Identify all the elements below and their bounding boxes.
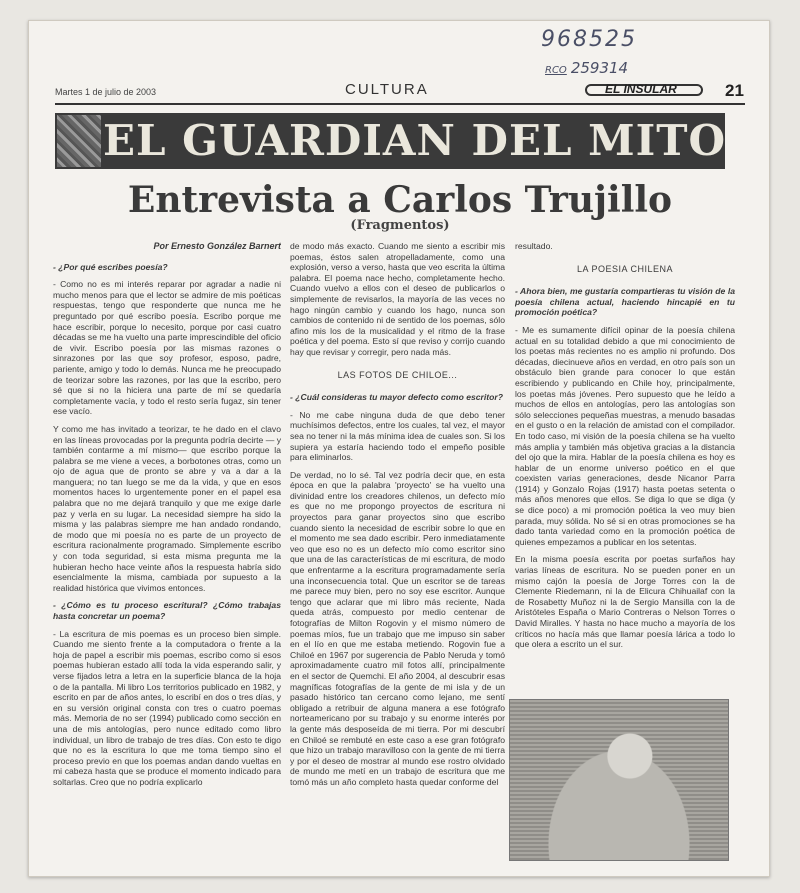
page-number: 21 [725, 81, 744, 100]
section-name: CULTURA [345, 81, 429, 98]
answer-2: - La escritura de mis poemas es un proceso bien simple. Cuando me siento frente a la computadora o frente a la hoja de papel a escribir mis poemas, escribo como si esos poemas hubieran estado allí toda la vida esperando salir, y verse fijados letra a letra en la superficie blanca de la hoja o de la pantalla. Mi libro Los territorios publicado en 1982, y escrito en par de años antes, lo escribí en dos o tres días, y en su versión original consta con tres o cuatro poemas más. Memoria de no ser (1994) publicado como sección en una de mis antologías, pero nunce editado como libro individual, un libro de trabajo de tres días. Con esto te digo que no es la escritura lo que me toma tiempo sino el proceso previo en que los poemas andan dando vueltas en mi cabeza hasta que se produce el momento indicado para soltarlas. Creo que no podría explicarlo [53, 628, 281, 787]
banner-title: EL GUARDIAN DEL MITO [103, 116, 727, 165]
answer-1: - Como no es mi interés reparar por agradar a nadie ni mucho menos para que el lector se admire de mis poéticas respuestas, tengo que responderte que nunca me he preguntado por qué escribo poesía. Escribo porque me hace escribir, porque lo necesito, porque por casi cuatro décadas se me ha vuelto una parte imprescindible del oficio de vivir. Escribo poesía por las mismas razones o sinrazones por las que soy profesor, esposo, padre, pariente, amigo y todo lo demás. Nunca me he preocupado de teorizar sobre las razones, por las que la escribo, pero sé que si no la hiciera una parte de mí se quedaría completamente vacía, y todo el resto sería fugaz, sin tener ese vacío. [53, 279, 281, 417]
answer-2-cont: de modo más exacto. Cuando me siento a escribir mis poemas, éstos salen atropelladamente, como una explosión, verso a verso, hasta que veo escrita la última palabra. El poema nace hecho, completamente hecho. Cuando vuelvo a ellos con el deseo de publicarlos o simplemente de revisarlos, la mayoría de las veces no hago ningún cambio y cuando los hago, nunca son cambios de contenido ni de sentido de los poemas, sólo afino mis los de la musicalidad y el ritmo de la frase poética y del poema. Esto sí que reviso y corrijo cuando hay que revisar y corregir, pero nada más. [290, 241, 505, 357]
article-headline: Entrevista a Carlos Trujillo [127, 179, 673, 221]
answer-1-cont: Y como me has invitado a teorizar, te he dado en el clavo en las líneas provocadas por la pregunta podría decirte — y también contarme a mí mismo— que escribo porque la palabra se me viene a veces, a borbotones otras, como un ojo de agua que de pronto se abre y va a dar a la manguera; no tan luego se me da la vida, y que en esos momentos haces lo urgentemente poner en el papel esa palabra que no me dejará tranquilo y que me exige darle paz y verla en su lugar. La necesidad siempre ha sido la misma y las palabras siempre me han andado rondando, de modo que mi poesía no es parte de un proyecto de escritura racionalmente programado. Simplemente escribo y con toda seguridad, si esta misma pregunta me la hubieran hecho hace veinte años la respuesta habría sido esencialmente la misma, cambiada por supuesto a la realidad histórica que vivimos entonces. [53, 423, 281, 593]
answer-3: - No me cabe ninguna duda de que debo tener muchísimos defectos, entre los cuales, tal vez, el mayor sea no tener ni la más mínima idea de cuales son. Si los supiera ya estaría haciendo todo el empeño posible para eliminarlos. [290, 409, 505, 463]
question-3: - ¿Cuál consideras tu mayor defecto como escritor? [290, 392, 503, 403]
register-stamp [545, 59, 628, 77]
banner-image [57, 115, 101, 167]
masthead-rule [55, 103, 745, 105]
question-4: - Ahora bien, me gustaría compartieras tu visión de la poesía chilena actual, haciendo hincapié en tu promoción poética? [515, 286, 735, 318]
column-3 [515, 241, 735, 696]
masthead [55, 81, 745, 101]
register-number: 259314 [570, 59, 629, 77]
title-banner [55, 113, 725, 169]
subtitle-chiloe: LAS FOTOS DE CHILOE... [337, 369, 458, 380]
register-label: RCO [545, 65, 567, 76]
author-photo [509, 699, 729, 861]
newspaper-name: EL INSULAR [605, 82, 677, 96]
newspaper-clipping [28, 20, 770, 877]
column-1 [53, 241, 281, 871]
column-2 [290, 241, 505, 871]
byline: Por Ernesto González Barnert [153, 241, 281, 251]
answer-3-cont: De verdad, no lo sé. Tal vez podría decir que, en esta época en que la palabra 'proyecto' se ha vuelto una divinidad entre los creadores chilenos, un defecto mío es que no me propongo proyectos de escritura ni proyectos para ganar proyectos sino que escribo cuando siento la necesidad de escribir sobre lo que en el momento me sea dado escribir. Pero inmediatamente veo que eso no es un defecto mío como escritor sino que una de las características de mi escritura, de modo que enfrentarme a la escritura programadamente sería una inconsecuencia total. Que un escritor se de tareas me parece muy bien, pero no soy ese escritor. Aunque tengo que aclarar que mi libro más reciente, Nada queda atrás, compuesto por medio centenar de fotografías de Milton Rogovin y el mismo número de poemas míos, fue un trabajo que me impuso sin saber en el lío en que me estaba metiendo. Rogovin fue a Chiloé en 1967 por sugerencia de Pablo Neruda y tomó aproximadamente cuatro mil fotos allí, principalmente en el sector de Quemchi. El año 2004, al descubrir esas magníficas fotografías de la gente de mi isla y de un pasado histórico tan cercano como lejano, me sentí obligado a retribuir de alguna manera a ese fotógrafo norteamericano por su trabajo y su enorme interés por la gente más desposeída de mi tierra. Por mi descubrí en Chiloé se rembuté en este caso a ese gran fotógrafo que hizo un trabajo maravilloso con la gente de mi tierra y por el deseo de mostrar al mundo ese rostro olvidado de mundo me metí en un trabajo de escritura que me tomó más un año completo hasta quedar conforme del [290, 469, 505, 787]
answer-4-cont: En la misma poesía escrita por poetas surfaños hay varias líneas de escritura. No se pueden poner en un mismo cajón la poesía de Jorge Torres con la de Clemente Riedemann, ni la de Elicura Chihuailaf con la de Rosabetty Muñoz ni la de Sergio Mansilla con la de Aristóteles España o Mario Contreras o Nelson Torres o David Miralles. Y hasta no hace mucho a mayoría de los críticos no hacía más que llamar poesía lárica a todo lo que olera a escrito un el sur. [515, 554, 735, 650]
subtitle-poesia: LA POESIA CHILENA [576, 263, 674, 274]
newspaper-logo [585, 81, 705, 99]
article-subhead: (Fragmentos) [350, 218, 450, 233]
catalog-number: 968525 [541, 27, 637, 52]
answer-4: - Me es sumamente difícil opinar de la poesía chilena actual en su totalidad debido a que mi conocimiento de los poetas más recientes no es amplio ni profundo. Dos décadas, diecinueve años en verdad, en otro país son un obstáculo bien grande para conocer lo que están escribiendo y publicando en Chile hoy, principalmente, los poetas más jóvenes. Pero supuesto que he leído a muchos de ellos en antologías, pero las antologías son sólo selecciones pequeñas muestras, a menudo basadas en el gusto o en la relación de amistad con el compilador. En todo caso, mi visión de la poesía chilena se ha vuelto más amplia y también más objetiva gracias a la distancia del ojo que la mira. Hablar de la poesía chilena es hoy es hablar de un enorme universo poético en el que coexisten varias generaciones, desde Nicanor Parra (1914) y Gonzalo Rojas (1917) hasta poetas setenta o más años menores que ellos. Se diga lo que se diga (y se dice poco) a mi promoción poética la veo muy bien parada, muy sólida. No sé si en otras promociones se ha dado tanta variedad como en la promoción poética de quienes empezamos a publicar en los setentas. [515, 324, 735, 547]
answer-3-end: resultado. [515, 241, 553, 251]
issue-date: Martes 1 de julio de 2003 [55, 87, 157, 97]
question-1: - ¿Por qué escribes poesía? [53, 261, 168, 272]
question-2: - ¿Cómo es tu proceso escritural? ¿Cómo trabajas hasta concretar un poema? [53, 600, 281, 621]
